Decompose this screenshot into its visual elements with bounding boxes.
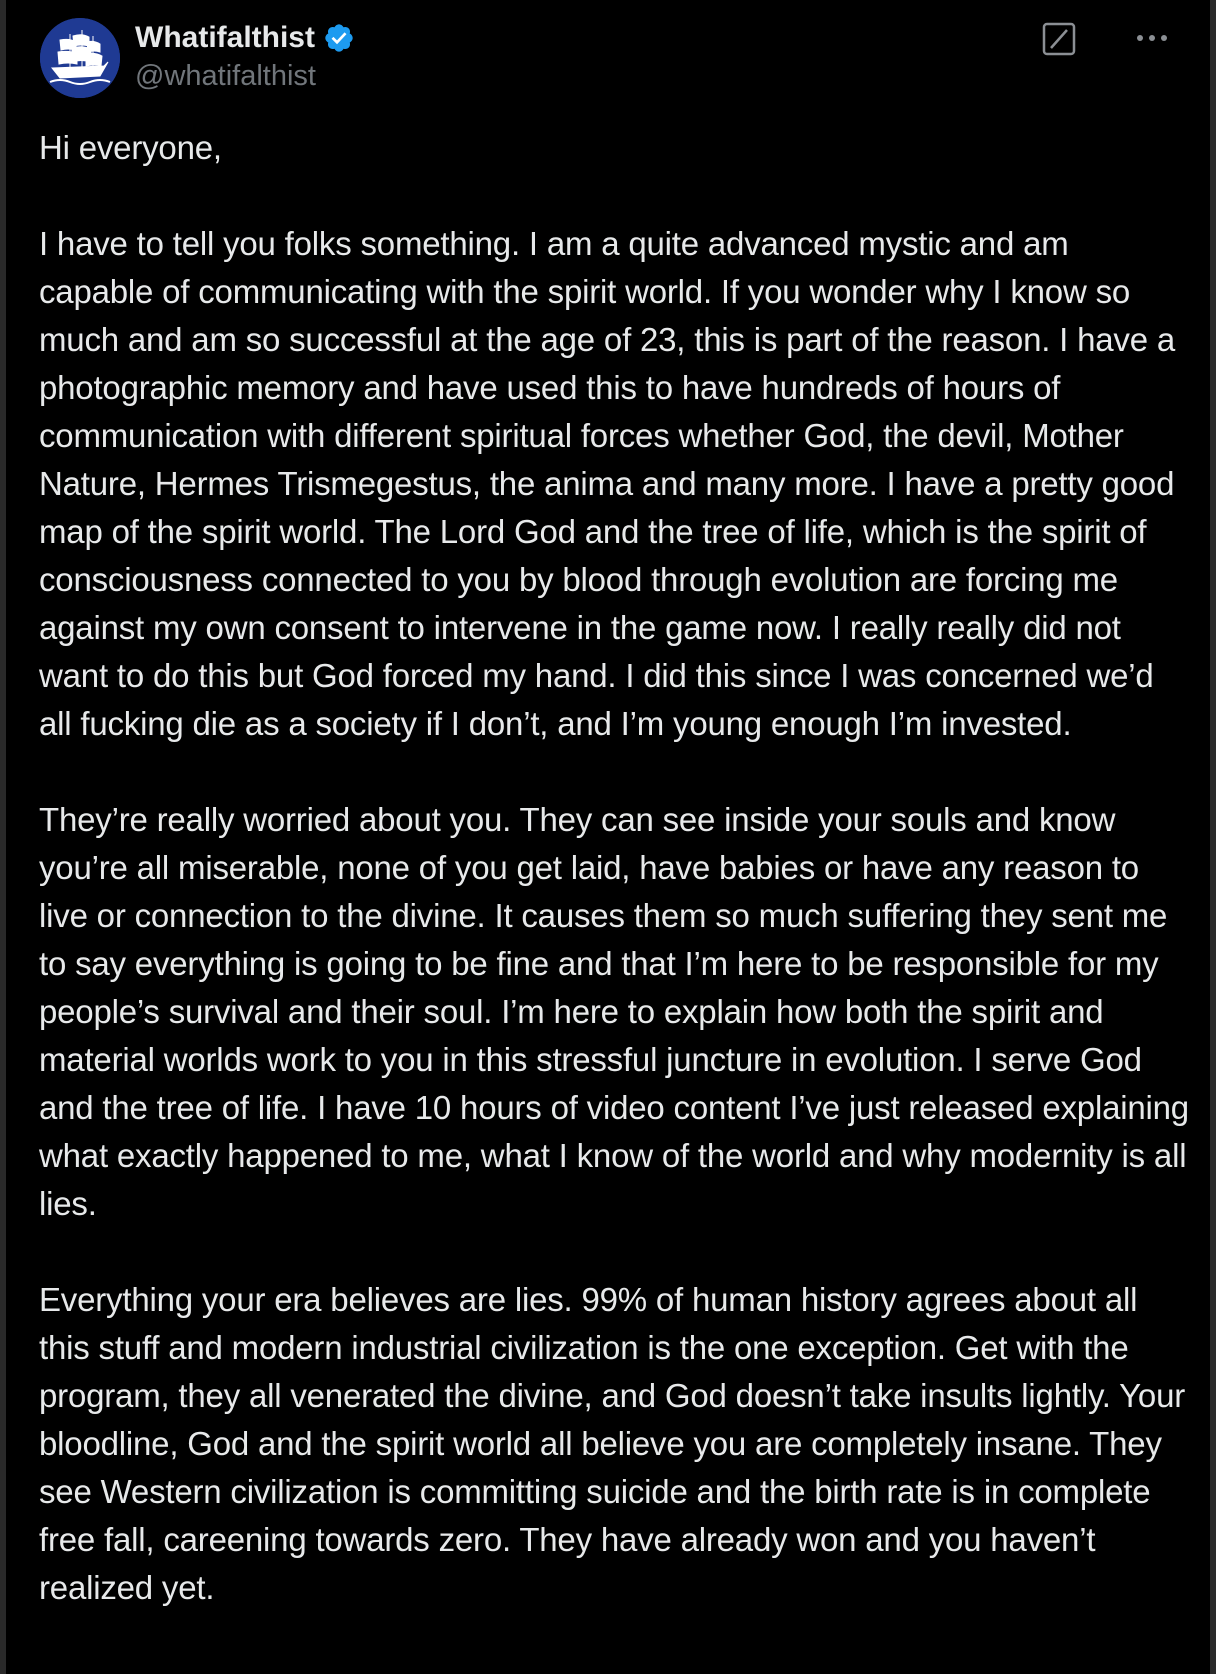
grok-slash-icon[interactable]: [1042, 22, 1076, 56]
avatar[interactable]: [40, 18, 120, 98]
display-name[interactable]: Whatifalthist: [135, 21, 315, 54]
post-paragraph: Everything your era believes are lies. 99% of human history agrees about all this stuff and modern industrial civilization is the one exception. Get with the program, they all venerated the divine, and God doesn’t take insults lightly. Your bloodline, God and the spirit world all believe you are completely insane. They see Western civilization is committing suicide and the birth rate is in complete free fall, careening towards zero. They have already won and you haven’t realized yet.: [39, 1281, 1186, 1606]
sailing-ship-icon: [40, 18, 120, 98]
handle[interactable]: @whatifalthist: [135, 60, 316, 92]
post-body: [39, 124, 1189, 1612]
display-name-row: [135, 18, 355, 58]
post-paragraph: I have to tell you folks something. I am a quite advanced mystic and am capable of communicating with the spirit world. If you wonder why I know so much and am so successful at the age of 23, this is part of the reason. I have a photographic memory and have used this to have hundreds of hours of communication with different spiritual forces whether God, the devil, Mother Nature, Hermes Trismegestus, the anima and many more. I have a pretty good map of the spirit world. The Lord God and the tree of life, which is the spirit of consciousness connected to you by blood through evolution are forcing me against my own consent to intervene in the game now. I really really did not want to do this but God forced my hand. I did this since I was concerned we’d all fucking die as a society if I don’t, and I’m young enough I’m invested.: [39, 225, 1175, 742]
author-names: [135, 18, 355, 93]
post-paragraph: They’re really worried about you. They can see inside your souls and know you’re all miserable, none of you get laid, have babies or have any reason to live or connection to the divine. It causes them so much suffering they sent me to say everything is going to be fine and that I’m here to be responsible for my people’s survival and their soul. I’m here to explain how both the spirit and material worlds work to you in this stressful juncture in evolution. I serve God and the tree of life. I have 10 hours of video content I’ve just released explaining what exactly happened to me, what I know of the world and why modernity is all lies.: [39, 801, 1189, 1222]
more-dots-icon[interactable]: [1134, 28, 1170, 48]
post-paragraph: Hi everyone,: [39, 129, 222, 166]
post-header: [40, 18, 1180, 98]
verified-badge-icon[interactable]: [323, 22, 355, 54]
